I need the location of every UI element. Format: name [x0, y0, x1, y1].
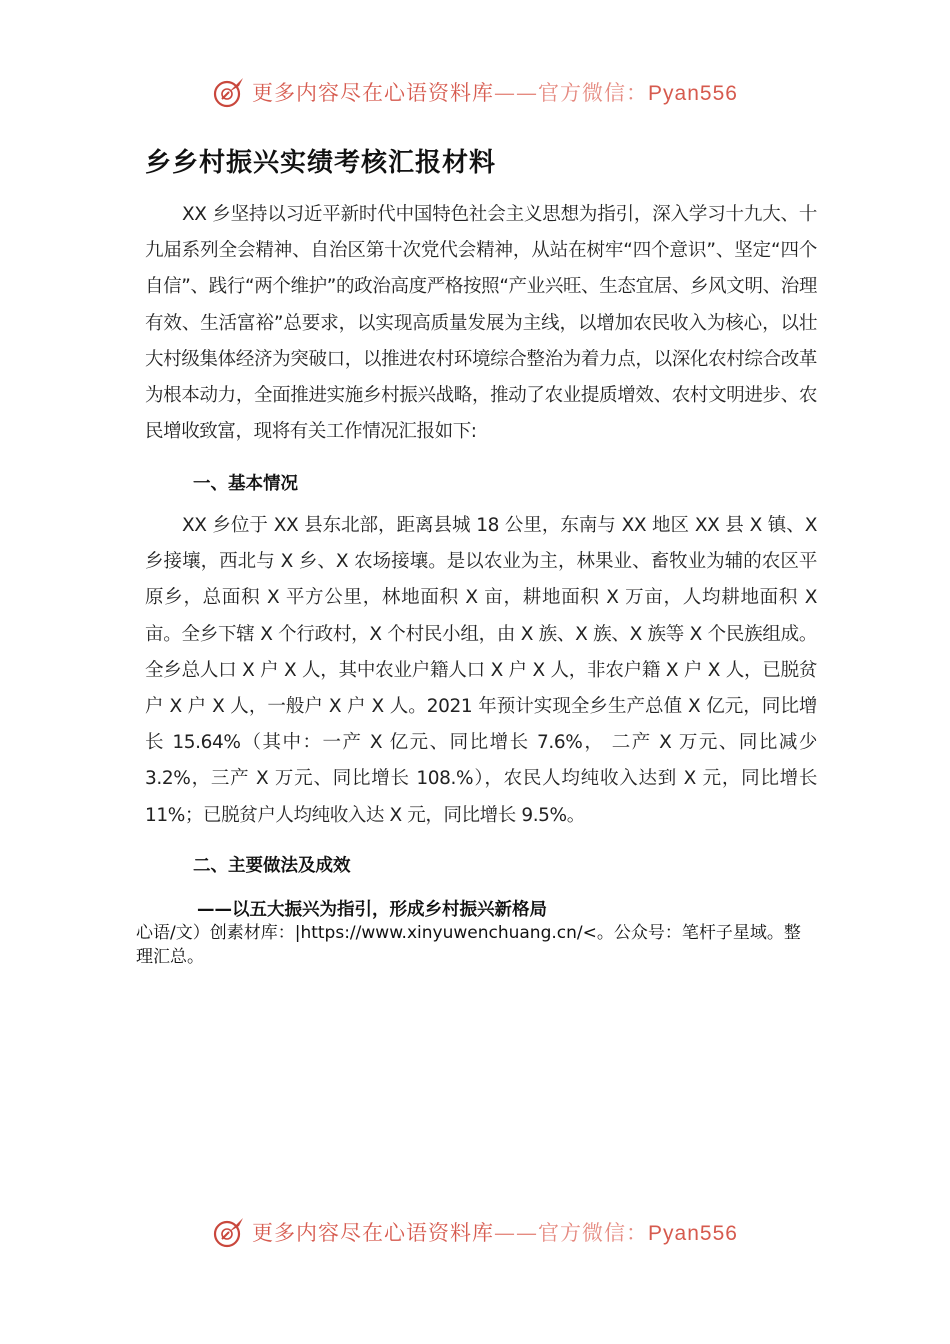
banner-wechat-id: Pyan556 — [648, 1222, 738, 1245]
header-banner — [0, 72, 950, 112]
banner-dash: —— — [494, 81, 539, 105]
document-title: 乡乡村振兴实绩考核汇报材料 — [145, 148, 497, 178]
section-heading-practices: 二、主要做法及成效 — [193, 856, 351, 876]
source-note: 心语/文）创素材库：|https://www.xinyuwenchuang.cn/<。公众号：笔杆子星域。整理汇总。 — [136, 923, 801, 967]
banner-wechat-id: Pyan556 — [648, 82, 738, 105]
section-paragraph-basic: XX 乡位于 XX 县东北部，距离县城 18 公里，东南与 XX 地区 XX 县 X 镇、X 乡接壤，西北与 X 乡、X 农场接壤。是以农业为主，林果业、畜牧业为辅的农区平原乡，总面积 X 平方公里，林地面积 X 亩，耕地面积 X 万亩，人均耕地面积 X 亩。全乡下辖 X 个行政村，X 个村民小组，由 X 族、X 族、X 族等 X 个民族组成。全乡总人口 X 户 X 人，其中农业户籍人口 X 户 X 人，非农户籍 X 户 X 人，已脱贫户 X 户 X 人，一般户 X 户 X 人。2021 年预计实现全乡生产总值 X 亿元，同比增长 15.64%（其中：一产 X 亿元、同比增长 7.6%， 二产 X 万元、同比减少 3.2%，三产 X 万元、同比增长 108.%），农民人均纯收入达到 X 元，同比增长 11%；已脱贫户人均纯收入达 X 元，同比增长 9.5%。 — [145, 515, 817, 826]
section-heading-basic: 一、基本情况 — [193, 474, 298, 494]
feather-pen-logo-icon — [212, 75, 246, 109]
header-banner-text — [252, 77, 738, 107]
intro-paragraph: XX 乡坚持以习近平新时代中国特色社会主义思想为指引，深入学习十九大、十九届系列全会精神、自治区第十次党代会精神，从站在树牢“四个意识”、坚定“四个自信”、践行“两个维护”的政治高度严格按照“产业兴旺、生态宜居、乡风文明、治理有效、生活富裕”总要求，以实现高质量发展为主线，以增加农民收入为核心，以壮大村级集体经济为突破口，以推进农村环境综合整治为着力点，以深化农村综合改革为根本动力，全面推进实施乡村振兴战略，推动了农业提质增效、农村文明进步、农民增收致富，现将有关工作情况汇报如下: — [145, 204, 817, 443]
footer-banner-text — [252, 1217, 738, 1247]
footer-banner — [0, 1212, 950, 1252]
feather-pen-logo-icon — [212, 1215, 246, 1249]
banner-dash: —— — [494, 1221, 539, 1245]
banner-wechat-label: 官方微信： — [538, 1221, 649, 1245]
banner-main-text: 更多内容尽在心语资料库 — [252, 81, 495, 105]
banner-wechat-label: 官方微信： — [538, 81, 649, 105]
banner-main-text: 更多内容尽在心语资料库 — [252, 1221, 495, 1245]
section-subheading: ——以五大振兴为指引，形成乡村振兴新格局 — [197, 900, 547, 920]
